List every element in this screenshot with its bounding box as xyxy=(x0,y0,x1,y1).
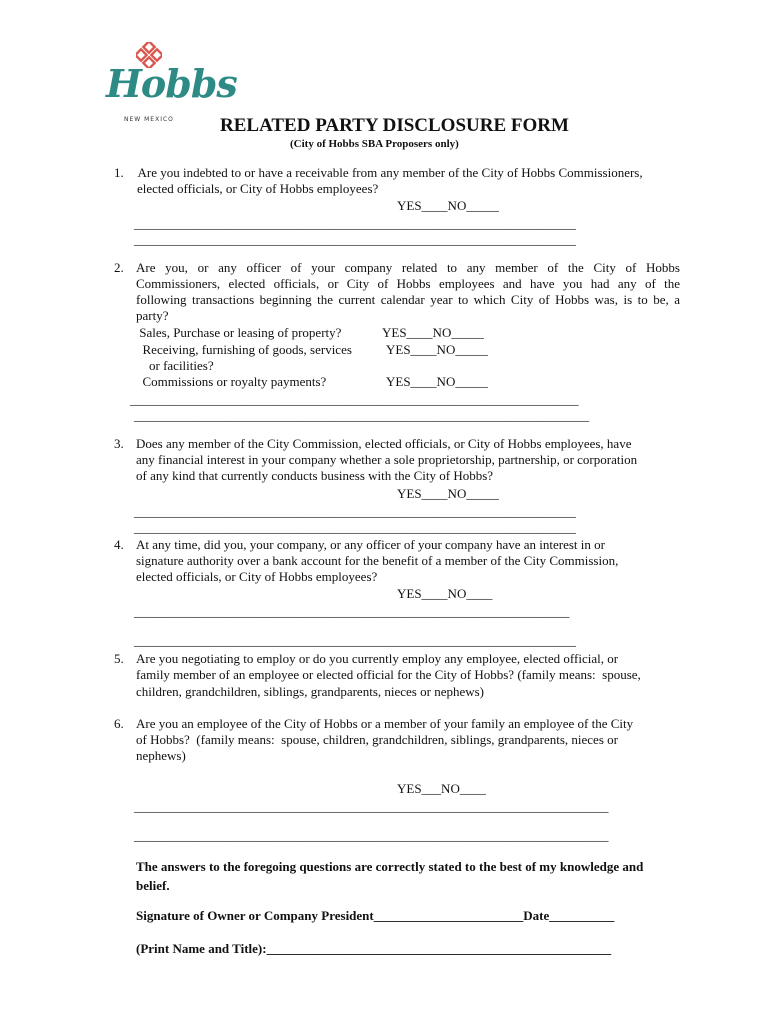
logo-wordmark: Hobbs xyxy=(106,61,237,106)
question-4-line-2: signature authority over a bank account for the benefit of a member of the City Commission, xyxy=(136,553,619,568)
transaction-goods-label: Receiving, furnishing of goods, services xyxy=(136,342,352,357)
question-5-line-3: children, grandchildren, siblings, grandparents, nieces or nephews) xyxy=(136,684,485,699)
question-3-line-3: of any kind that currently conducts business with the City of Hobbs? xyxy=(136,468,494,483)
question-1-yes-no[interactable]: YES____NO_____ xyxy=(397,198,499,213)
signature-field[interactable]: Signature of Owner or Company President_______________________Date__________ xyxy=(136,908,615,923)
question-1-number: 1. xyxy=(114,165,124,180)
question-2-line-2: Commissioners, elected officials, or City of Hobbs employees and have you had any of the xyxy=(136,276,680,291)
question-6-line-3: nephews) xyxy=(136,748,186,763)
question-3-yes-no[interactable]: YES____NO_____ xyxy=(397,486,499,501)
question-2-line-3: following transactions beginning the current calendar year to which City of Hobbs was, is to be, a xyxy=(136,292,680,307)
question-4-yes-no[interactable]: YES____NO____ xyxy=(397,586,493,601)
question-3-line-2: any financial interest in your company whether a sole proprietorship, partnership, or corporation xyxy=(136,452,638,467)
question-1-answer-line-2[interactable]: ____________________________________________________________________ xyxy=(134,232,576,247)
transaction-sales-yes-no[interactable]: YES____NO_____ xyxy=(382,325,484,340)
certification-line-1: The answers to the foregoing questions are correctly stated to the best of my knowledge and xyxy=(136,859,644,874)
question-2-answer-line-1[interactable]: _____________________________________________________________________ xyxy=(130,392,579,407)
certification-line-2: belief. xyxy=(136,878,170,893)
question-6-line-1: Are you an employee of the City of Hobbs or a member of your family an employee of the City xyxy=(136,716,634,731)
question-1-line-2: elected officials, or City of Hobbs employees? xyxy=(137,181,379,196)
question-4-line-3: elected officials, or City of Hobbs employees? xyxy=(136,569,378,584)
transaction-commissions-label: Commissions or royalty payments? xyxy=(136,374,327,389)
question-3-answer-line-2[interactable]: ____________________________________________________________________ xyxy=(134,520,576,535)
question-1-line-1: Are you indebted to or have a receivable from any member of the City of Hobbs Commissioners, xyxy=(135,165,643,180)
question-3-answer-line-1[interactable]: ____________________________________________________________________ xyxy=(134,504,576,519)
transaction-goods-yes-no[interactable]: YES____NO_____ xyxy=(386,342,488,357)
question-5-line-1: Are you negotiating to employ or do you currently employ any employee, elected official, or xyxy=(136,651,619,666)
print-name-title-field[interactable]: (Print Name and Title):_____________________________________________________ xyxy=(136,941,612,956)
transaction-sales-label: Sales, Purchase or leasing of property? xyxy=(136,325,342,340)
question-6-line-2: of Hobbs? (family means: spouse, children, grandchildren, siblings, grandparents, nieces or xyxy=(136,732,618,747)
question-2-number: 2. xyxy=(114,260,124,275)
question-4-number: 4. xyxy=(114,537,124,552)
question-3-number: 3. xyxy=(114,436,124,451)
transaction-facilities-label: or facilities? xyxy=(136,358,214,373)
question-4-answer-line-2[interactable]: ____________________________________________________________________ xyxy=(134,633,576,648)
question-3-line-1: Does any member of the City Commission, elected officials, or City of Hobbs employees, have xyxy=(136,436,632,451)
question-2-line-4: party? xyxy=(136,308,169,323)
question-6-answer-line-1[interactable]: _________________________________________________________________________ xyxy=(134,799,609,814)
transaction-commissions-yes-no[interactable]: YES____NO_____ xyxy=(386,374,488,389)
question-6-number: 6. xyxy=(114,716,124,731)
question-6-answer-line-2[interactable]: _________________________________________________________________________ xyxy=(134,828,609,843)
question-6-yes-no[interactable]: YES___NO____ xyxy=(397,781,486,796)
question-5-number: 5. xyxy=(114,651,124,666)
question-2-line-1: Are you, or any officer of your company related to any member of the City of Hobbs xyxy=(136,260,680,275)
question-2-answer-line-2[interactable]: ______________________________________________________________________ xyxy=(134,408,589,423)
form-title: RELATED PARTY DISCLOSURE FORM xyxy=(220,115,569,136)
form-subtitle: (City of Hobbs SBA Proposers only) xyxy=(290,138,459,150)
question-4-line-1: At any time, did you, your company, or any officer of your company have an interest in or xyxy=(136,537,605,552)
logo-subtext: NEW MEXICO xyxy=(124,116,174,123)
city-of-hobbs-logo xyxy=(106,42,237,128)
question-5-line-2: family member of an employee or elected official for the City of Hobbs? (family means: spouse, xyxy=(136,667,641,682)
question-1-answer-line-1[interactable]: ____________________________________________________________________ xyxy=(134,216,576,231)
question-4-answer-line-1[interactable]: ___________________________________________________________________ xyxy=(134,604,570,619)
